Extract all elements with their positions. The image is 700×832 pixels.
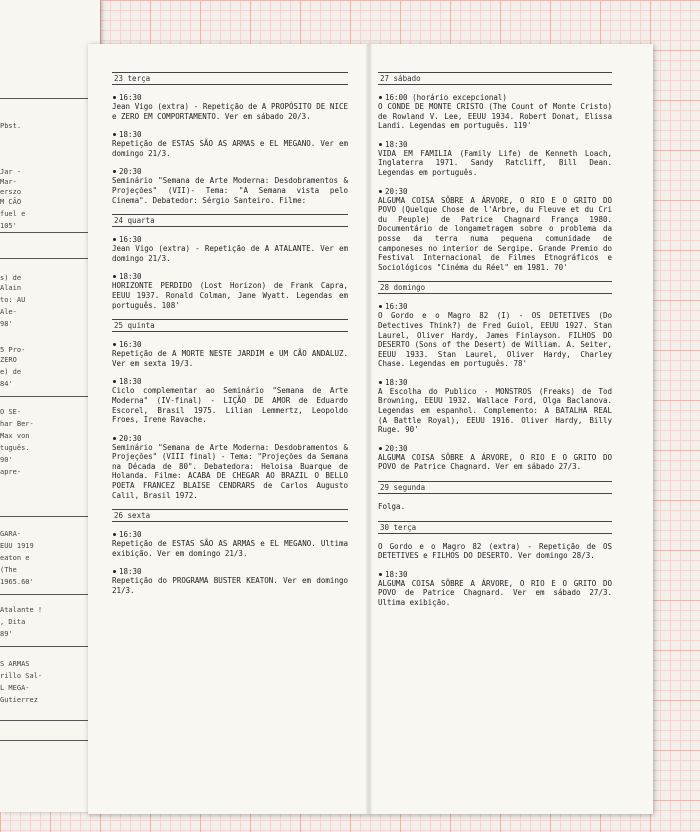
time-label: 18:30	[119, 272, 142, 282]
bullet-icon	[113, 380, 116, 383]
time-label: 20:30	[119, 167, 142, 177]
screening-entry	[378, 542, 612, 561]
bullet-icon	[113, 133, 116, 136]
screening-time	[378, 302, 612, 311]
screening-entry	[112, 235, 348, 263]
screening-description: Repetição de ESTAS SÃO AS ARMAS e EL MEGANO. Ultima exibição. Ver em domingo 21/3.	[112, 539, 348, 558]
screening-time	[112, 130, 348, 139]
left-page-text: eaton e	[0, 554, 30, 562]
bullet-icon	[379, 190, 382, 193]
screening-description: HORIZONTE PERDIDO (Lost Horizon) de Frank Capra, EEUU 1937. Ronald Colman, Jane Wyatt. Legendas em português. 108'	[112, 281, 348, 310]
time-label: 16:30	[385, 302, 408, 312]
bullet-icon	[379, 381, 382, 384]
screening-time	[112, 340, 348, 349]
screening-time	[112, 530, 348, 539]
left-page-text: to: AU	[0, 296, 26, 304]
left-page-text: L MEGA-	[0, 684, 30, 692]
screening-description: ALGUMA COISA SÔBRE A ÁRVORE, O RIO E O GRITO DO POVO de Patrice Chagnard. Ver em sábado 27/3. Ultima exibição.	[378, 578, 612, 607]
left-page-text: 98'	[0, 320, 13, 328]
left-page-text: M CÃO	[0, 198, 22, 206]
screening-entry	[112, 272, 348, 310]
screening-description: Repetição de ESTAS SÃO AS ARMAS e EL MEGANO. Ver em domingo 21/3.	[112, 139, 348, 158]
page-fold	[366, 44, 372, 814]
left-page-text: ZERO	[0, 356, 17, 364]
screening-time	[112, 93, 348, 102]
screening-time	[112, 434, 348, 443]
left-page-text: Ale-	[0, 308, 17, 316]
left-page-text: 90'	[0, 456, 13, 464]
screening-description: Repetição do PROGRAMA BUSTER KEATON. Ver em domingo 21/3.	[112, 576, 348, 596]
screening-entry	[378, 444, 612, 472]
time-label: 16:30	[119, 93, 142, 102]
screening-entry	[112, 167, 348, 205]
screening-time	[112, 272, 348, 281]
time-label: 16:00 (horário excepcional)	[385, 93, 507, 102]
screening-entry	[112, 434, 348, 501]
screening-description: Repetição de A MORTE NESTE JARDIM e UM CÃO ANDALUZ. Ver em sexta 19/3.	[112, 349, 348, 368]
bullet-icon	[113, 96, 116, 99]
left-page-text: har Ber-	[0, 420, 34, 428]
left-page-text: 1965.60'	[0, 578, 34, 586]
bullet-icon	[379, 573, 382, 576]
screening-entry	[112, 130, 348, 158]
left-page-rule	[0, 396, 100, 397]
left-page-text: fuel e	[0, 210, 26, 218]
screening-description: O Gordo e o Magro 82 (extra) - Repetição de OS DETETIVES e FILHOS DO DESERTO. Ver domingo 28/3.	[378, 541, 612, 561]
bullet-icon	[379, 96, 382, 99]
screening-time	[112, 167, 348, 176]
left-page-text: Jar -	[0, 168, 22, 176]
bullet-icon	[379, 447, 382, 450]
left-page-text: (The	[0, 566, 17, 574]
left-page-rule	[0, 720, 100, 721]
left-page-text: EUU 1919	[0, 542, 34, 550]
left-page-text: 5 Pro-	[0, 346, 26, 354]
screening-description: Folga.	[378, 502, 406, 512]
screening-entry	[378, 302, 612, 369]
day-header: 29 segunda	[378, 481, 612, 494]
screening-time	[112, 235, 348, 244]
time-label: 16:30	[119, 235, 142, 245]
left-page-text: rillo Sal-	[0, 672, 43, 680]
left-page-text: erszo	[0, 188, 22, 196]
bullet-icon	[113, 533, 116, 536]
column-right	[378, 72, 612, 617]
left-page-text: Gutierrez	[0, 696, 38, 704]
left-page-text: GARA-	[0, 530, 22, 538]
time-label: 18:30	[119, 567, 142, 577]
screening-entry	[112, 530, 348, 558]
day-header: 25 quinta	[112, 319, 348, 332]
time-label: 18:30	[119, 377, 142, 387]
screening-time	[378, 570, 612, 579]
time-label: 16:30	[119, 530, 142, 540]
left-page-rule	[0, 646, 100, 647]
screening-description: O CONDE DE MONTE CRISTO (The Count of Monte Cristo) de Rowland V. Lee, EEUU 1934. Robert Donat, Elissa Landi. Legendas em português. 119'	[378, 102, 612, 131]
bullet-icon	[113, 275, 116, 278]
screening-time	[378, 140, 612, 149]
day-header: 24 quarta	[112, 214, 348, 227]
left-page-text: Pbst.	[0, 122, 22, 130]
screening-entry	[378, 187, 612, 273]
time-label: 20:30	[385, 186, 408, 196]
screening-description: A Escolha do Publico - MONSTROS (Freaks) de Tod Browning, EEUU 1932. Wallace Ford, Olga Baclanova. Legendas em espanhol. Complemento: A BATALHA REAL (A Battle Royal), EEUU 1916. Oliver Hardy, Billy Ruge. 90'	[378, 386, 612, 435]
left-page-text: S ARMAS	[0, 660, 30, 668]
left-page-text: e) de	[0, 368, 22, 376]
bullet-icon	[113, 170, 116, 173]
left-page-text: apre-	[0, 468, 22, 476]
screening-description: Seminário "Semana de Arte Moderna: Desdobramentos & Projeções" (VIII final) - Tema: "Projeções da Semana na Década de 80". Debatedora: Heloisa Buarque de Holanda. Filme: ACABA DE CHEGAR AO BRAZIL O BELLO POETA FRANCEZ BLAISE CENDRARS de Carlos Augusto Calil, Brasil 1972.	[112, 442, 348, 500]
day-header: 30 terça	[378, 521, 612, 534]
left-page-rule	[0, 740, 100, 741]
left-page-text: Alain	[0, 284, 22, 292]
left-page-text: 105'	[0, 222, 17, 230]
screening-description: ALGUMA COISA SÔBRE A ÁRVORE, O RIO E O GRITO DO POVO (Quelque Chose de l'Arbre, du Fleuve et du Cri du Peuple) de Patrice Chagnard França 1980. Documentário de longametragem sobre o problema da posse da terra numa pequena comunidade de camponeses no interior de Sergipe. Grande Premio do Festival Internacional de Filmes Etnográficos e Sociológicos "Cinéma du Réel" em 1981. 70'	[378, 195, 612, 272]
screening-time	[112, 567, 348, 576]
screening-time	[378, 378, 612, 387]
left-page-rule	[0, 232, 100, 233]
time-label: 18:30	[385, 139, 408, 149]
left-page-text: Atalante !	[0, 606, 43, 614]
screening-entry	[378, 378, 612, 435]
left-page-text: 84'	[0, 380, 13, 388]
left-page-text: tuguês.	[0, 444, 30, 452]
screening-description: Jean Vigo (extra) - Repetição de A PROPÓSITO DE NICE e ZERO EM COMPORTAMENTO. Ver em sábado 20/3.	[112, 102, 348, 121]
screening-entry	[378, 502, 612, 512]
left-page-rule	[0, 98, 100, 99]
left-page-rule	[0, 516, 100, 517]
day-header: 27 sábado	[378, 72, 612, 85]
bullet-icon	[113, 437, 116, 440]
time-label: 20:30	[385, 443, 408, 453]
left-page-rule	[0, 258, 100, 259]
time-label: 18:30	[385, 377, 408, 387]
day-header: 26 sexta	[112, 509, 348, 522]
bullet-icon	[113, 343, 116, 346]
day-header: 23 terça	[112, 72, 348, 85]
screening-description: Jean Vigo (extra) - Repetição de A ATALANTE. Ver em domingo 21/3.	[112, 244, 348, 263]
screening-entry	[378, 570, 612, 608]
screening-time	[378, 187, 612, 196]
screening-description: Ciclo complementar ao Seminário "Semana de Arte Moderna" (IV-final) - LIÇÃO DE AMOR de Eduardo Escorel, Brasil 1975. Lilian Lemmertz, Leopoldo Froes, Irene Ravache.	[112, 386, 348, 425]
time-label: 18:30	[385, 569, 408, 579]
screening-entry	[378, 140, 612, 178]
left-page-text: O SE-	[0, 408, 22, 416]
screening-time	[378, 93, 612, 102]
left-page-text: Max von	[0, 432, 30, 440]
time-label: 20:30	[119, 433, 142, 443]
bullet-icon	[379, 143, 382, 146]
column-left	[112, 72, 348, 605]
screening-description: ALGUMA COISA SÔBRE A ÁRVORE, O RIO E O GRITO DO POVO de Patrice Chagnard. Ver em sábado 27/3.	[378, 452, 612, 472]
left-page-text: , Dita	[0, 618, 26, 626]
screening-time	[378, 444, 612, 453]
screening-entry	[378, 93, 612, 131]
left-page-rule	[0, 594, 100, 595]
bullet-icon	[379, 305, 382, 308]
left-page-text: Mar-	[0, 178, 17, 186]
screening-entry	[112, 377, 348, 424]
left-page-fragment	[0, 0, 100, 812]
left-page-text: s) de	[0, 274, 22, 282]
bullet-icon	[113, 238, 116, 241]
time-label: 18:30	[119, 130, 142, 140]
left-page-text: 89'	[0, 630, 13, 638]
screening-description: VIDA EM FAMILIA (Family Life) de Kenneth Loach, Inglaterra 1971. Sandy Ratcliff, Bill Dean. Legendas em português.	[378, 148, 612, 177]
time-label: 16:30	[119, 340, 142, 350]
screening-description: Seminário "Semana de Arte Moderna: Desdobramentos & Projeções" (VII)- Tema: "A Semana vista pelo Cinema". Debatedor: Sérgio Santeiro. Filme:	[112, 176, 348, 205]
screening-time	[112, 377, 348, 386]
screening-description: O Gordo e o Magro 82 (I) - OS DETETIVES (Do Detectives Think?) de Fred Guiol, EEUU 1927. Stan Laurel, Oliver Hardy, James Finlayson. FILHOS DO DESERTO (Sons of the Desert) de William. A. Seiter, EEUU 1933. Stan Laurel, Oliver Hardy, Charley Chase. Legendas em português. 78'	[378, 311, 612, 369]
screening-entry	[112, 567, 348, 595]
screening-entry	[112, 340, 348, 368]
day-header: 28 domingo	[378, 281, 612, 294]
bullet-icon	[113, 570, 116, 573]
screening-entry	[112, 93, 348, 121]
